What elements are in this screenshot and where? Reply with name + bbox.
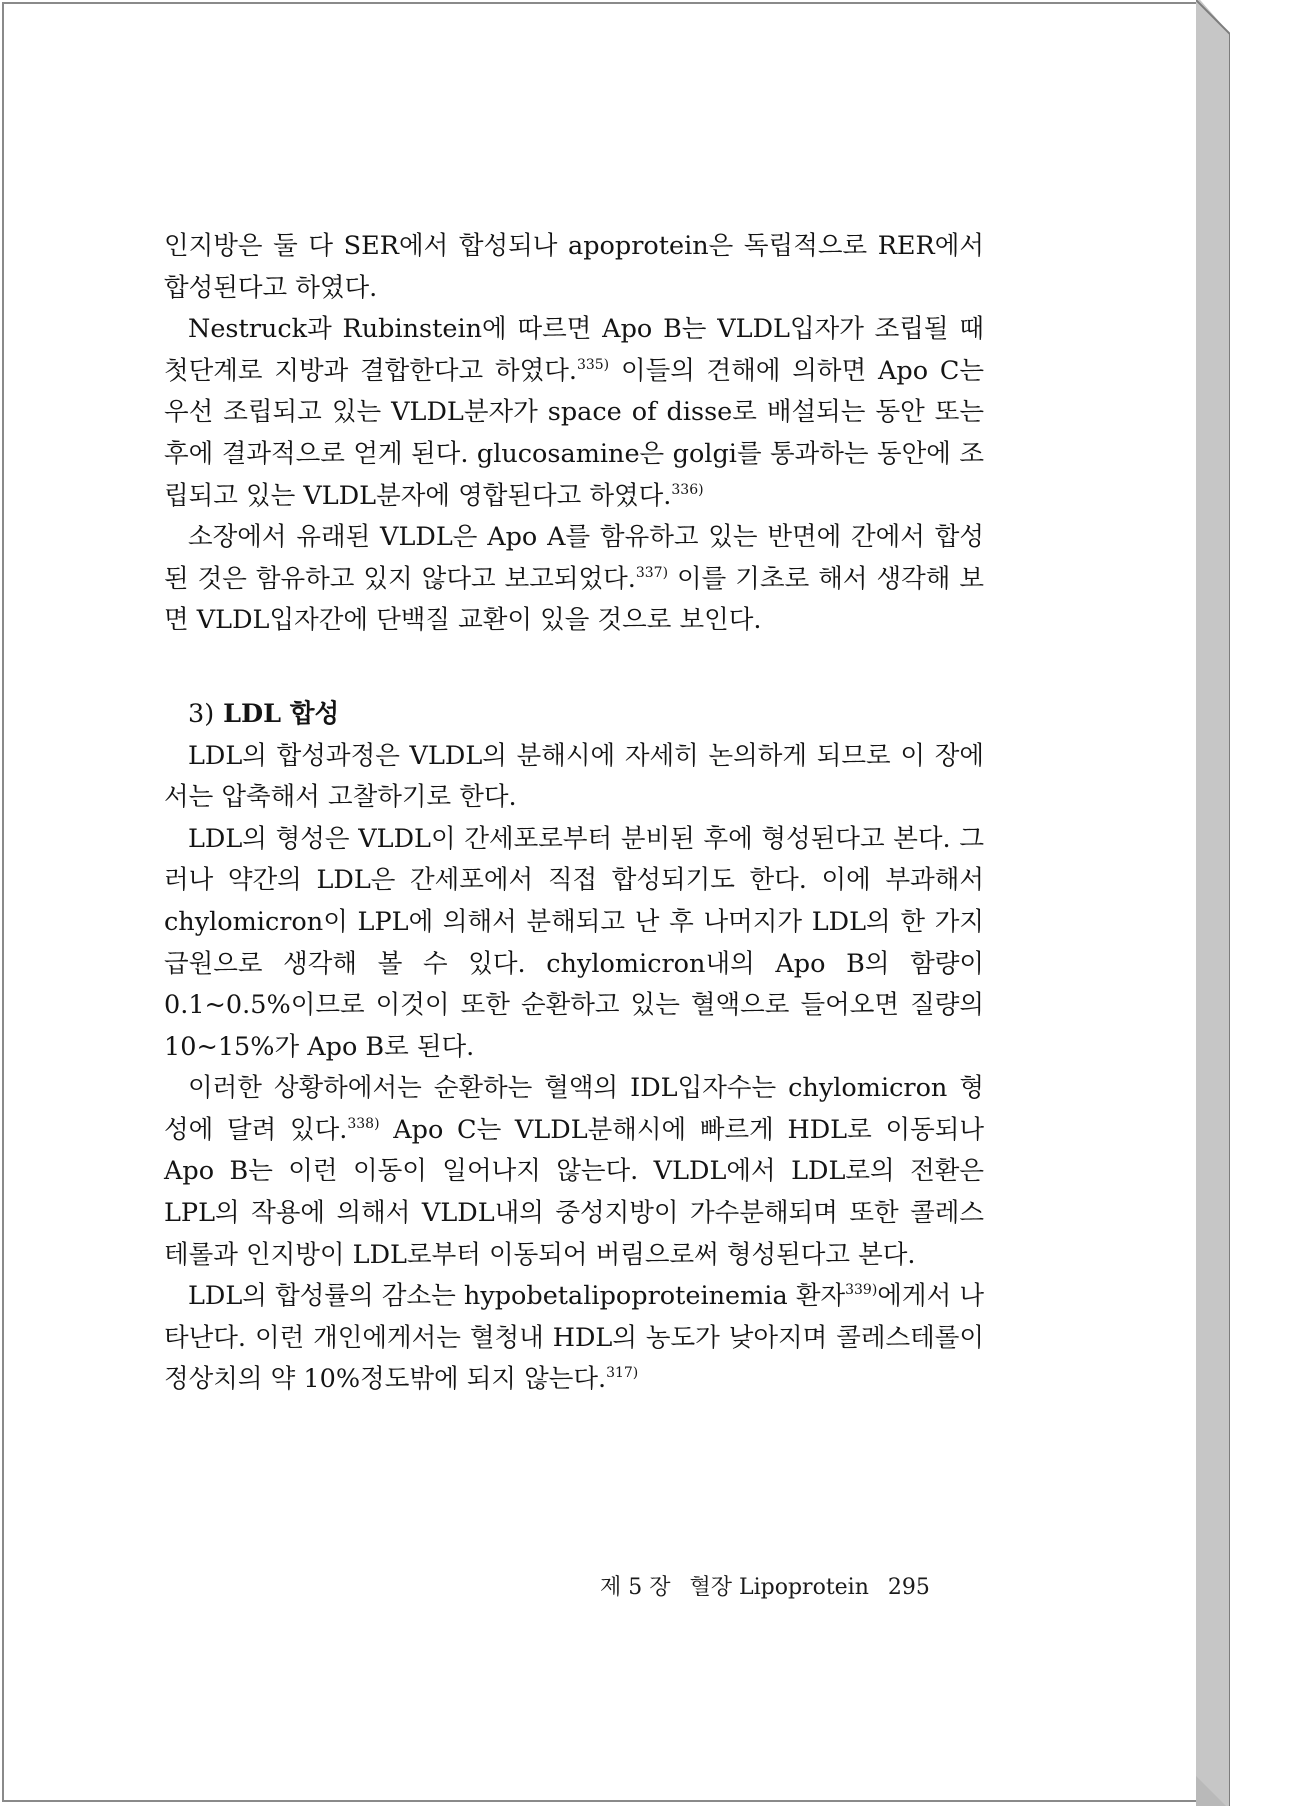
- paragraph: [164, 309, 984, 517]
- paragraph-text: 이들의 견해에 의하면 Apo C는 우선 조립되고 있는 VLDL분자가 space of disse로 배설되는 동안 또는 후에 결과적으로 얻게 된다. glucosamine은 golgi를 통과하는 동안에 조립되고 있는 VLDL분자에 영합된다고 하였다.: [164, 355, 985, 511]
- reference-superscript: 335): [576, 356, 610, 373]
- paragraph-text: 인지방은 둘 다 SER에서 합성되나 apoprotein은 독립적으로 RER에서 합성된다고 하였다.: [164, 231, 984, 303]
- paragraph-text: Apo C는 VLDL분해시에 빠르게 HDL로 이동되나 Apo B는 이런 이동이 일어나지 않는다. VLDL에서 LDL로의 전환은 LPL의 작용에 의해서 VLDL내의 중성지방이 가수분해되며 또한 콜레스테롤과 인지방이 LDL로부터 이동되어 버림으로써 형성된다고 본다.: [164, 1114, 984, 1270]
- reference-superscript: 317): [606, 1365, 639, 1382]
- paragraph-text: Nestruck과 Rubinstein에 따르면 Apo B는 VLDL입자가 조립될 때 첫단계로 지방과 결합한다고 하였다.: [164, 314, 984, 386]
- footer-chapter-title: 혈장 Lipoprotein: [689, 1575, 869, 1600]
- paragraph-text: 에게서 나타난다. 이런 개인에게서는 혈청내 HDL의 농도가 낮아지며 콜레스테롤이 정상치의 약 10%정도밖에 되지 않는다.: [164, 1281, 985, 1395]
- reference-superscript: 336): [671, 481, 704, 498]
- paragraph: [164, 1276, 984, 1401]
- page-number: 295: [887, 1575, 930, 1600]
- footer-chapter: 제 5 장: [600, 1575, 671, 1600]
- paragraph: [164, 1068, 984, 1276]
- paragraph-text: LDL의 합성과정은 VLDL의 분해시에 자세히 논의하게 되므로 이 장에서는 압축해서 고찰하기로 한다.: [164, 740, 984, 813]
- paragraph: [164, 226, 984, 309]
- reference-superscript: 339): [845, 1282, 878, 1299]
- section-heading: [164, 694, 984, 736]
- section-title: LDL 합성: [223, 698, 340, 729]
- reference-superscript: 338): [347, 1115, 380, 1132]
- paragraph: [164, 517, 984, 642]
- paragraph: [164, 736, 984, 819]
- paragraph-text: 이러한 상황하에서는 순환하는 혈액의 IDL입자수는 chylomicron 형성에 달려 있다.: [164, 1073, 984, 1145]
- paragraph-text: 소장에서 유래된 VLDL은 Apo A를 함유하고 있는 반면에 간에서 합성된 것은 함유하고 있지 않다고 보고되었다.: [164, 522, 984, 594]
- paragraph-text: LDL의 합성률의 감소는 hypobetalipoproteinemia 환자: [188, 1281, 846, 1312]
- section-number: 3): [188, 698, 215, 729]
- reference-superscript: 337): [635, 564, 669, 581]
- page-edge-shadow: [1196, 0, 1230, 1806]
- paragraph: [164, 819, 984, 1069]
- paragraph-text: LDL의 형성은 VLDL이 간세포로부터 분비된 후에 형성된다고 본다. 그러나 약간의 LDL은 간세포에서 직접 합성되기도 한다. 이에 부과해서 chylomicron이 LPL에 의해서 분해되고 난 후 나머지가 LDL의 한 가지 급원으로 생각해 볼 수 있다. chylomicron내의 Apo B의 함량이 0.1~0.5%이므로 이것이 또한 순환하고 있는 혈액으로 들어오면 질량의 10~15%가 Apo B로 된다.: [164, 823, 984, 1062]
- paragraph-text: 이를 기초로 해서 생각해 보면 VLDL입자간에 단백질 교환이 있을 것으로 보인다.: [164, 563, 984, 636]
- body-text: [164, 226, 984, 1401]
- running-footer: [600, 1570, 960, 1601]
